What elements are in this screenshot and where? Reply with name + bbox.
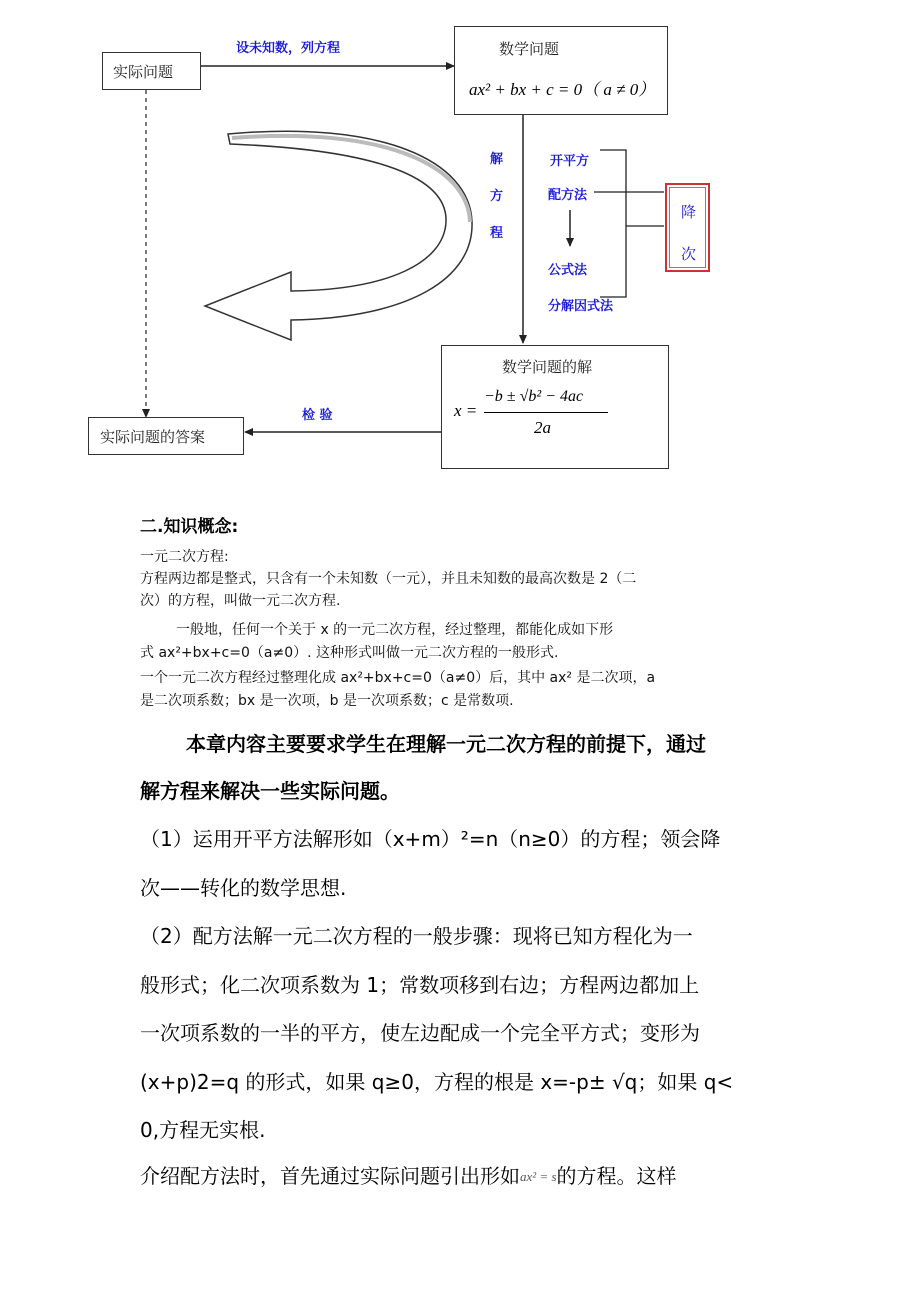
chapter-paragraph-2: 解方程来解决一些实际问题。 [140, 779, 400, 803]
math-solution-label: 数学问题的解 [502, 358, 593, 376]
def-line-2: 次）的方程，叫做一元二次方程. [140, 593, 341, 609]
general-form-line-2: 式 ax²+bx+c=0（a≠0）. 这种形式叫做一元二次方程的一般形式. [140, 645, 559, 661]
item-2-line-4: (x+p)2=q 的形式，如果 q≥0，方程的根是 x=-p± √q；如果 q< [140, 1070, 734, 1094]
item-2-line-3: 一次项系数的一半的平方，使左边配成一个完全平方式；变形为 [140, 1021, 700, 1045]
terms-line-1: 一个一元二次方程经过整理化成 ax²+bx+c=0（a≠0）后，其中 ax² 是二次项，a [140, 670, 656, 686]
quadratic-general-form: ax² + bx + c = 0（ a ≠ 0） [469, 80, 656, 99]
reduce-label-2: 次 [681, 245, 697, 263]
reduce-bracket [600, 150, 626, 297]
intro-line [140, 1160, 677, 1189]
item-1-line-2: 次——转化的数学思想. [140, 876, 347, 900]
method-formula: 公式法 [548, 263, 588, 278]
section-heading: 二.知识概念: [140, 517, 239, 537]
item-1-line-1: （1）运用开平方法解形如（x+m）²=n（n≥0）的方程；领会降 [140, 827, 721, 851]
reduce-label-1: 降 [681, 203, 697, 221]
curved-return-arrow [205, 131, 472, 340]
answer-box [88, 417, 244, 455]
method-square-root: 开平方 [550, 154, 590, 169]
formula-numerator: −b ± √b² − 4ac [484, 388, 584, 405]
set-unknown-label: 设未知数，列方程 [236, 41, 341, 56]
item-2-line-5: 0,方程无实根. [140, 1118, 266, 1142]
reduce-degree-box [665, 183, 710, 272]
math-solution-box [441, 345, 669, 469]
def-title: 一元二次方程: [140, 549, 229, 565]
formula-denominator: 2a [534, 418, 551, 437]
method-completing-square: 配方法 [548, 188, 588, 203]
real-problem-label: 实际问题 [113, 63, 174, 81]
terms-line-2: 是二次项系数；bx 是一次项，b 是一次项系数；c 是常数项. [140, 693, 514, 709]
math-problem-label: 数学问题 [499, 40, 560, 58]
real-problem-box [102, 52, 201, 90]
chapter-paragraph-1: 本章内容主要要求学生在理解一元二次方程的前提下，通过 [186, 732, 706, 756]
formula-fraction-bar [484, 412, 608, 413]
item-2-line-2: 般形式；化二次项系数为 1；常数项移到右边；方程两边都加上 [140, 973, 700, 997]
general-form-line-1: 一般地，任何一个关于 x 的一元二次方程，经过整理，都能化成如下形 [176, 622, 614, 638]
inline-formula: ax² = s [520, 1169, 557, 1184]
item-2-line-1: （2）配方法解一元二次方程的一般步骤：现将已知方程化为一 [140, 924, 693, 948]
formula-x: x = [454, 401, 478, 420]
math-problem-box [454, 26, 668, 115]
def-line-1: 方程两边都是整式，只含有一个未知数（一元），并且未知数的最高次数是 2（二 [140, 571, 637, 587]
answer-label: 实际问题的答案 [100, 428, 206, 446]
method-factoring: 分解因式法 [548, 299, 614, 314]
solve-equation-label: 解 方 程 [490, 152, 504, 241]
check-label: 检 验 [302, 408, 333, 423]
intro-text: 介绍配方法时，首先通过实际问题引出形如 [140, 1164, 520, 1188]
intro-text-end: 的方程。这样 [556, 1164, 677, 1188]
